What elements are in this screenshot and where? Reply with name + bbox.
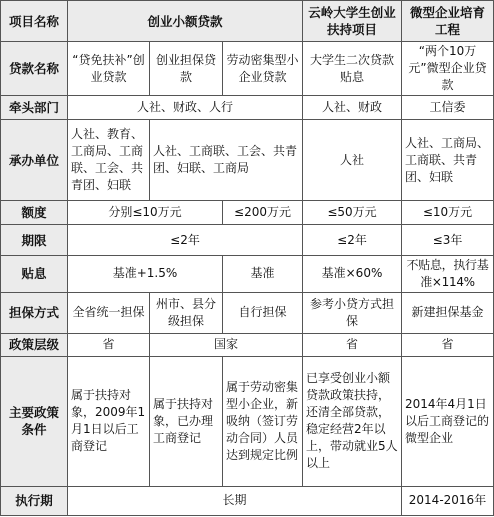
subsidy-c1: 基准+1.5% — [68, 256, 223, 292]
guarantee-c3: 自行担保 — [223, 292, 303, 333]
guarantee-c5: 新建担保基金 — [402, 292, 494, 333]
policy-level-c4: 省 — [303, 333, 402, 356]
row-loan-name — [1, 42, 494, 96]
amount-c4: ≤50万元 — [303, 201, 402, 225]
row-term — [1, 225, 494, 256]
loan-name-c4: 大学生二次贷款贴息 — [303, 42, 402, 96]
label-undertaker: 承办单位 — [1, 120, 68, 201]
loan-name-c5: “两个10万元”微型企业贷款 — [402, 42, 494, 96]
row-lead-dept — [1, 96, 494, 120]
subsidy-c5: 不贴息，执行基准×114% — [402, 256, 494, 292]
period-c1: 长期 — [68, 486, 402, 515]
row-guarantee — [1, 292, 494, 333]
header-yunling: 云岭大学生创业扶持项目 — [303, 1, 402, 42]
label-loan-name: 贷款名称 — [1, 42, 68, 96]
row-amount — [1, 201, 494, 225]
undertaker-c2: 人社、工商联、工会、共青团、妇联、工商局 — [150, 120, 303, 201]
guarantee-c1: 全省统一担保 — [68, 292, 150, 333]
label-term: 期限 — [1, 225, 68, 256]
term-c1: ≤2年 — [68, 225, 303, 256]
loan-name-c3: 劳动密集型小企业贷款 — [223, 42, 303, 96]
header-startup-loan: 创业小额贷款 — [68, 1, 303, 42]
header-row — [1, 1, 494, 42]
lead-dept-c5: 工信委 — [402, 96, 494, 120]
row-policy-level — [1, 333, 494, 356]
label-period: 执行期 — [1, 486, 68, 515]
amount-c5: ≤10万元 — [402, 201, 494, 225]
policy-level-c2: 国家 — [150, 333, 303, 356]
undertaker-c5: 人社、工商局、工商联、共青团、妇联 — [402, 120, 494, 201]
label-guarantee: 担保方式 — [1, 292, 68, 333]
undertaker-c1: 人社、教育、工商局、工商联、工会、共青团、妇联 — [68, 120, 150, 201]
term-c4: ≤2年 — [303, 225, 402, 256]
policy-level-c5: 省 — [402, 333, 494, 356]
label-lead-dept: 牵头部门 — [1, 96, 68, 120]
subsidy-c3: 基准 — [223, 256, 303, 292]
loan-name-c2: 创业担保贷款 — [150, 42, 223, 96]
period-c5: 2014-2016年 — [402, 486, 494, 515]
header-micro: 微型企业培育工程 — [402, 1, 494, 42]
row-subsidy — [1, 256, 494, 292]
row-period — [1, 486, 494, 515]
header-item-name: 项目名称 — [1, 1, 68, 42]
label-conditions: 主要政策条件 — [1, 356, 68, 486]
undertaker-c4: 人社 — [303, 120, 402, 201]
label-policy-level: 政策层级 — [1, 333, 68, 356]
amount-c3: ≤200万元 — [223, 201, 303, 225]
row-undertaker — [1, 120, 494, 201]
amount-c1: 分别≤10万元 — [68, 201, 223, 225]
conditions-c5: 2014年4月1日以后工商登记的微型企业 — [402, 356, 494, 486]
guarantee-c2: 州市、县分级担保 — [150, 292, 223, 333]
label-amount: 额度 — [1, 201, 68, 225]
conditions-c1: 属于扶持对象，2009年1月1日以后工商登记 — [68, 356, 150, 486]
lead-dept-c1: 人社、财政、人行 — [68, 96, 303, 120]
conditions-c4: 已享受创业小额贷款政策扶持，还清全部贷款，稳定经营2年以上，带动就业5人以上 — [303, 356, 402, 486]
conditions-c3: 属于劳动密集型小企业，新吸纳（签订劳动合同）人员达到规定比例 — [223, 356, 303, 486]
lead-dept-c4: 人社、财政 — [303, 96, 402, 120]
subsidy-c4: 基准×60% — [303, 256, 402, 292]
loan-name-c1: “贷免扶补”创业贷款 — [68, 42, 150, 96]
term-c5: ≤3年 — [402, 225, 494, 256]
row-conditions — [1, 356, 494, 486]
guarantee-c4: 参考小贷方式担保 — [303, 292, 402, 333]
conditions-c2: 属于扶持对象，已办理工商登记 — [150, 356, 223, 486]
label-subsidy: 贴息 — [1, 256, 68, 292]
policy-level-c1: 省 — [68, 333, 150, 356]
